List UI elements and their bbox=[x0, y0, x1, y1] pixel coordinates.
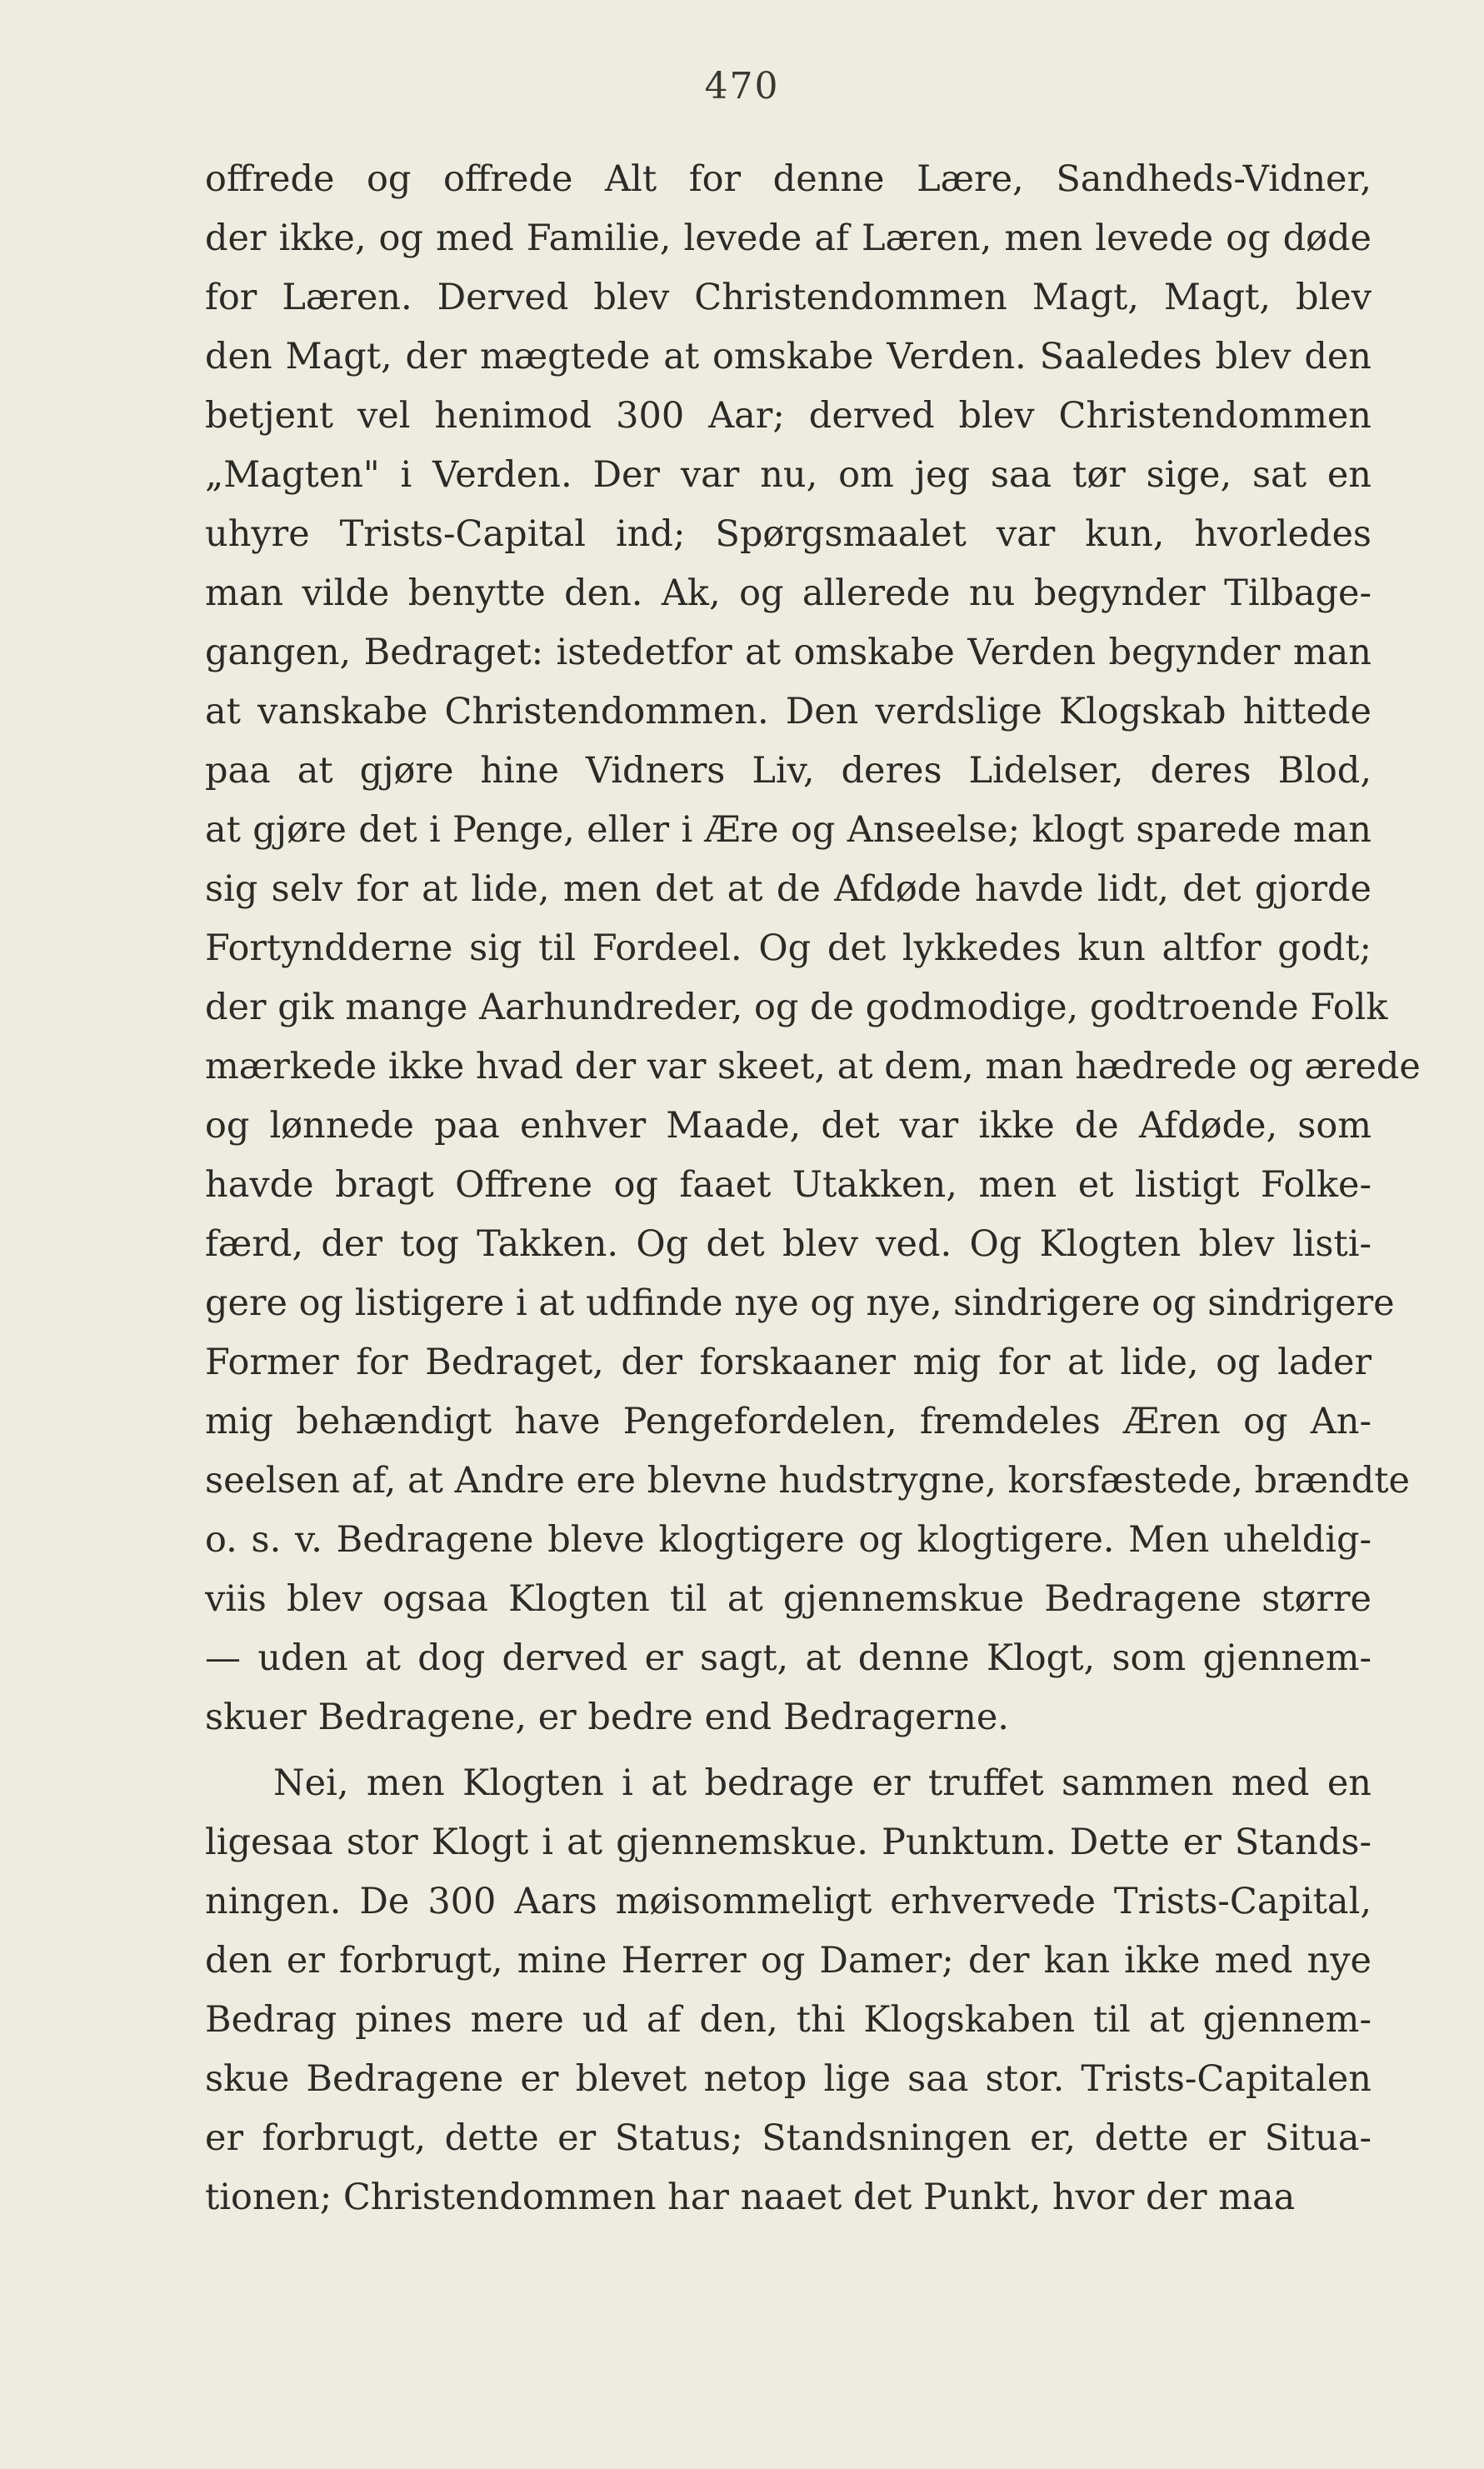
text-line: den Magt, der mægtede at omskabe Verden. Saaledes blev den bbox=[205, 336, 1372, 377]
text-line: at vanskabe Christendommen. Den verdslige Klogskab hittede bbox=[205, 691, 1372, 732]
text-line: der gik mange Aarhundreder, og de godmodige, godtroende Folk bbox=[205, 987, 1388, 1028]
text-line: mig behændigt have Pengefordelen, fremdeles Æren og An- bbox=[205, 1401, 1372, 1442]
text-line: Nei, men Klogten i at bedrage er truffet sammen med en bbox=[273, 1762, 1372, 1804]
paragraph bbox=[205, 1754, 1372, 2227]
text-line: for Læren. Derved blev Christendommen Magt, Magt, blev bbox=[205, 277, 1372, 318]
text-line: Former for Bedraget, der forskaaner mig for at lide, og lader bbox=[205, 1342, 1372, 1383]
text-line: viis blev ogsaa Klogten til at gjennemskue Bedragene større bbox=[205, 1578, 1372, 1620]
paragraph bbox=[205, 150, 1421, 1747]
text-line: og lønnede paa enhver Maade, det var ikke de Afdøde, som bbox=[205, 1105, 1372, 1147]
text-line: paa at gjøre hine Vidners Liv, deres Lidelser, deres Blod, bbox=[205, 750, 1372, 792]
text-line: uhyre Trists-Capital ind; Spørgsmaalet var kun, hvorledes bbox=[205, 513, 1372, 555]
text-line: skue Bedragene er blevet netop lige saa stor. Trists-Capitalen bbox=[205, 2058, 1372, 2100]
text-line: ligesaa stor Klogt i at gjennemskue. Punktum. Dette er Stands- bbox=[205, 1822, 1372, 1863]
text-line: „Magten" i Verden. Der var nu, om jeg saa tør sige, sat en bbox=[205, 454, 1372, 496]
text-line: mærkede ikke hvad der var skeet, at dem, man hædrede og ærede bbox=[205, 1046, 1421, 1087]
text-line: er forbrugt, dette er Status; Standsningen er, dette er Situa- bbox=[205, 2117, 1372, 2159]
text-line: offrede og offrede Alt for denne Lære, Sandheds-Vidner, bbox=[205, 158, 1372, 200]
text-line: — uden at dog derved er sagt, at denne Klogt, som gjennem- bbox=[205, 1637, 1372, 1679]
text-line: seelsen af, at Andre ere blevne hudstrygne, korsfæstede, brændte bbox=[205, 1460, 1410, 1502]
text-line: man vilde benytte den. Ak, og allerede nu begynder Tilbage- bbox=[205, 572, 1372, 614]
text-line: Fortyndderne sig til Fordeel. Og det lykkedes kun altfor godt; bbox=[205, 927, 1372, 969]
text-line: sig selv for at lide, men det at de Afdøde havde lidt, det gjorde bbox=[205, 868, 1372, 910]
text-line: skuer Bedragene, er bedre end Bedragerne. bbox=[205, 1697, 1009, 1738]
page-number: 470 bbox=[704, 65, 780, 107]
text-line: tionen; Christendommen har naaet det Punkt, hvor der maa bbox=[205, 2177, 1296, 2218]
text-line: der ikke, og med Familie, levede af Læren, men levede og døde bbox=[205, 217, 1372, 259]
text-line: gere og listigere i at udfinde nye og nye, sindrigere og sindrigere bbox=[205, 1282, 1395, 1324]
text-line: gangen, Bedraget: istedetfor at omskabe Verden begynder man bbox=[205, 632, 1372, 673]
text-line: den er forbrugt, mine Herrer og Damer; der kan ikke med nye bbox=[205, 1940, 1372, 1982]
text-line: at gjøre det i Penge, eller i Ære og Anseelse; klogt sparede man bbox=[205, 809, 1372, 851]
text-line: ningen. De 300 Aars møisommeligt erhvervede Trists-Capital, bbox=[205, 1881, 1372, 1922]
text-line: Bedrag pines mere ud af den, thi Klogskaben til at gjennem- bbox=[205, 1999, 1372, 2041]
text-line: o. s. v. Bedragene bleve klogtigere og klogtigere. Men uheldig- bbox=[205, 1519, 1372, 1561]
text-line: færd, der tog Takken. Og det blev ved. Og Klogten blev listi- bbox=[205, 1223, 1372, 1265]
text-line: betjent vel henimod 300 Aar; derved blev Christendommen bbox=[205, 395, 1372, 437]
text-line: havde bragt Offrene og faaet Utakken, men et listigt Folke- bbox=[205, 1164, 1372, 1206]
text-body bbox=[205, 150, 1421, 2227]
